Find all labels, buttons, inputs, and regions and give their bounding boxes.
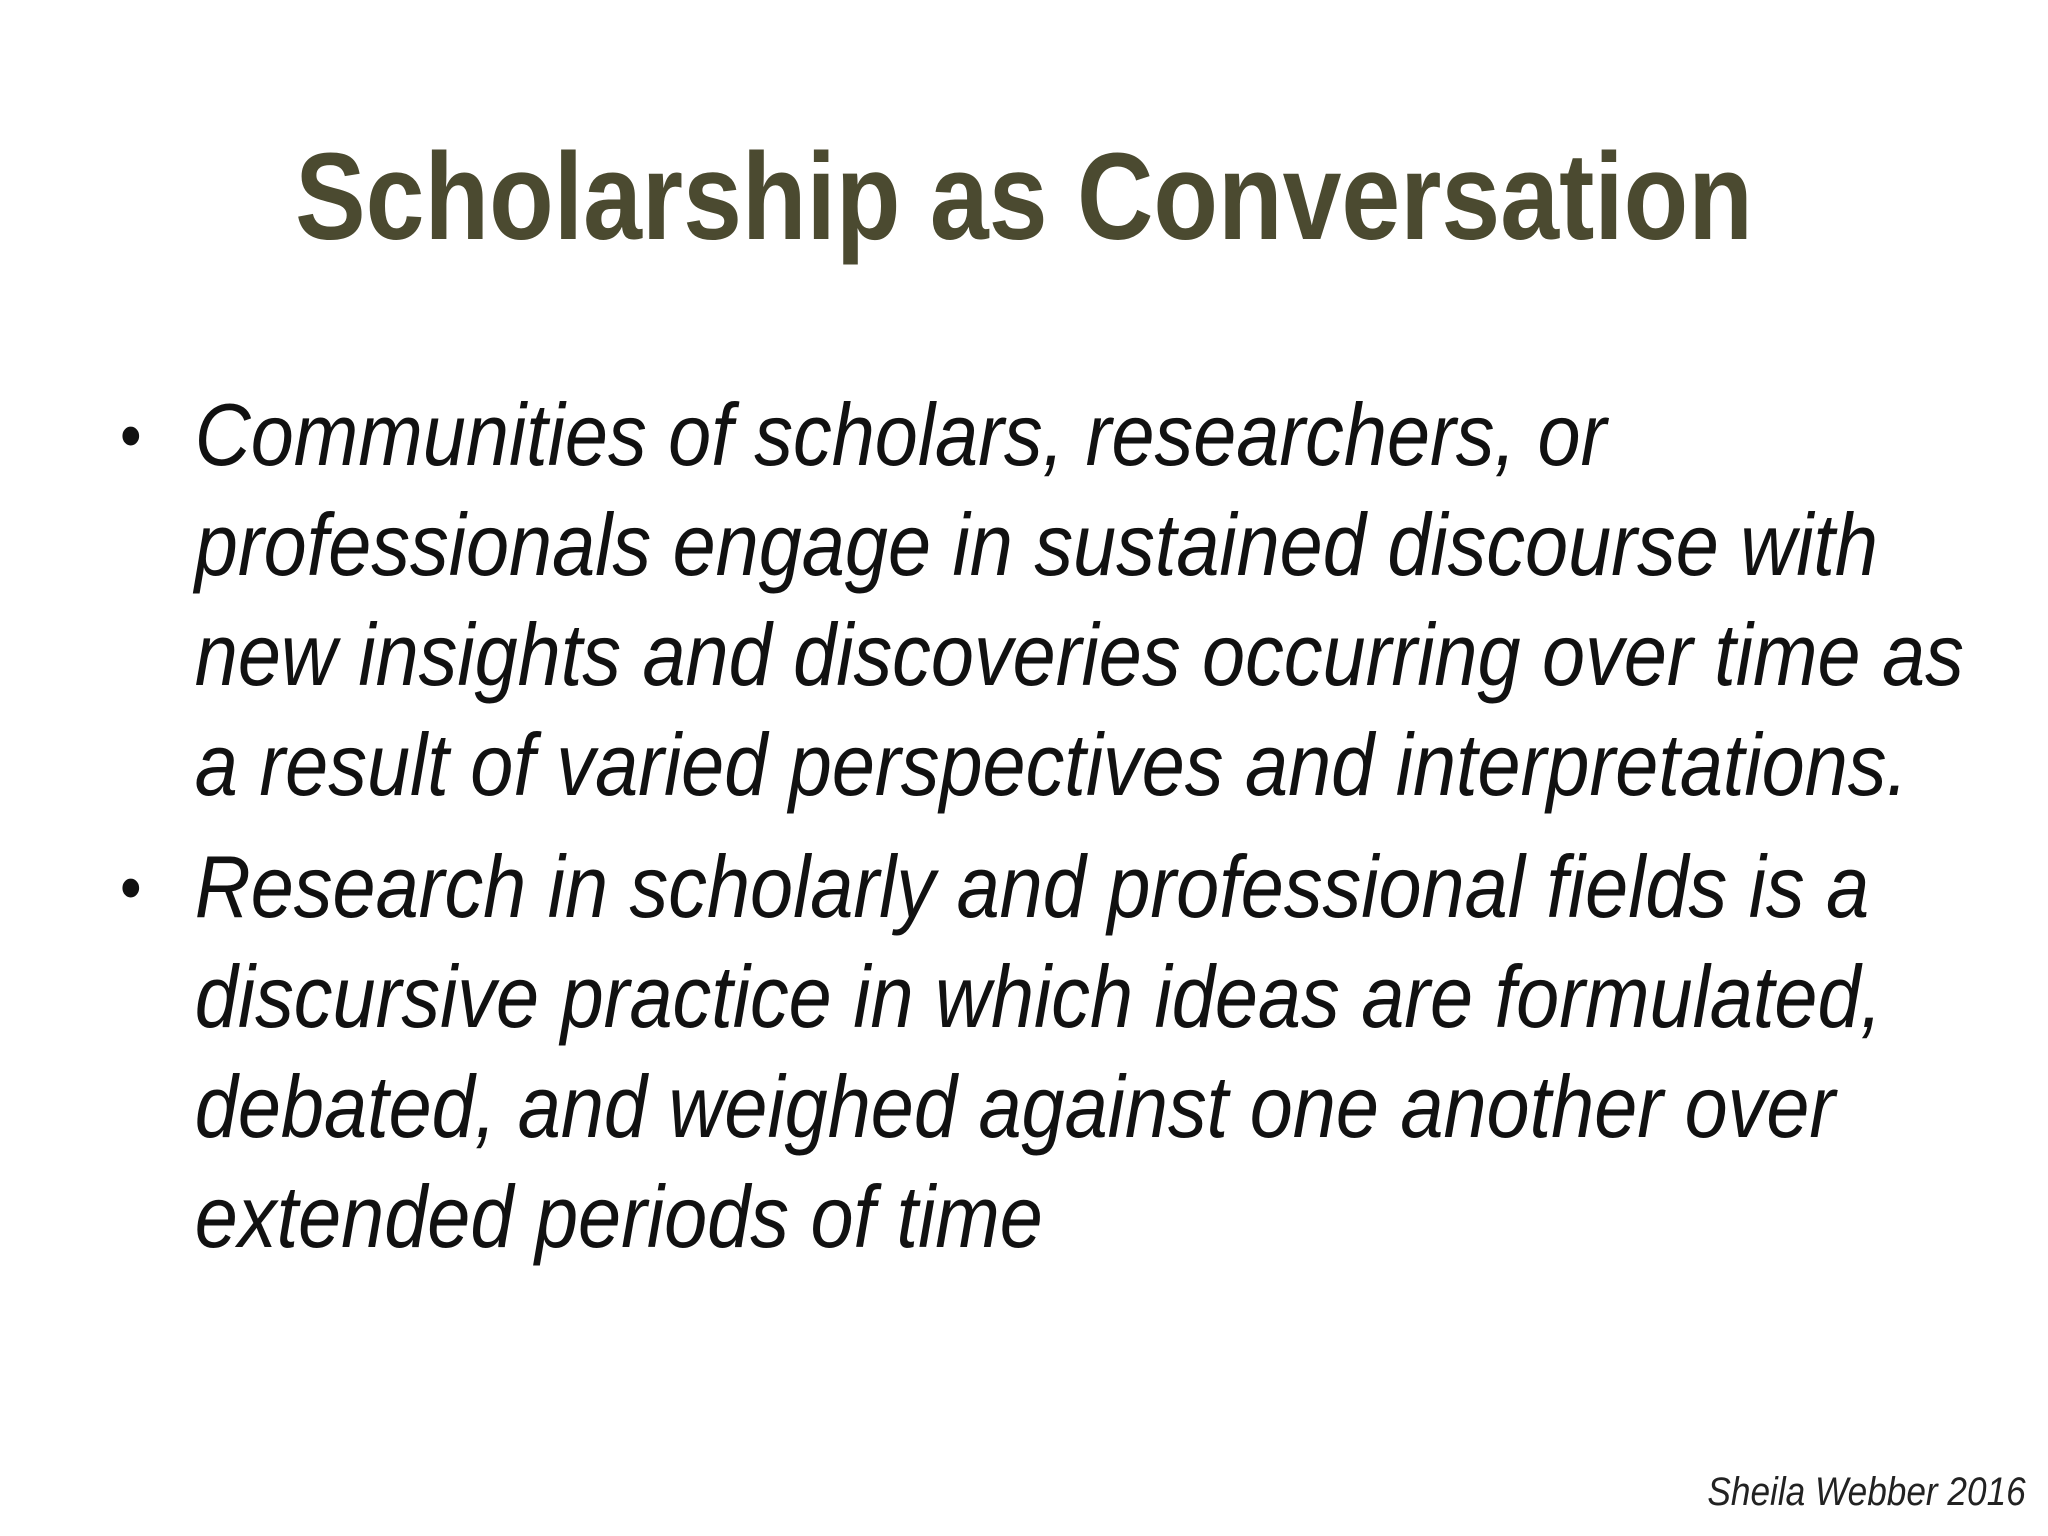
- bullet-item: [120, 380, 2025, 820]
- bullet-line: a result of varied perspectives and interpretations.: [194, 715, 1909, 814]
- bullet-line: extended periods of time: [194, 1167, 1043, 1266]
- bullet-line: discursive practice in which ideas are formulated,: [194, 947, 1883, 1046]
- bullet-line: Research in scholarly and professional fields is a: [194, 837, 1870, 936]
- bullet-line: debated, and weighed against one another over: [194, 1057, 1836, 1156]
- bullet-dot-icon: •: [120, 848, 142, 926]
- bullet-list: [120, 380, 2020, 1284]
- bullet-line: Communities of scholars, researchers, or: [194, 385, 1607, 484]
- bullet-item: [120, 832, 2025, 1272]
- bullet-line: professionals engage in sustained discourse with: [194, 495, 1878, 594]
- bullet-line: new insights and discoveries occurring over time as: [194, 605, 1964, 704]
- author-credit: Sheila Webber 2016: [1707, 1470, 2026, 1514]
- slide-title: Scholarship as Conversation: [295, 129, 1753, 266]
- bullet-dot-icon: •: [120, 396, 142, 474]
